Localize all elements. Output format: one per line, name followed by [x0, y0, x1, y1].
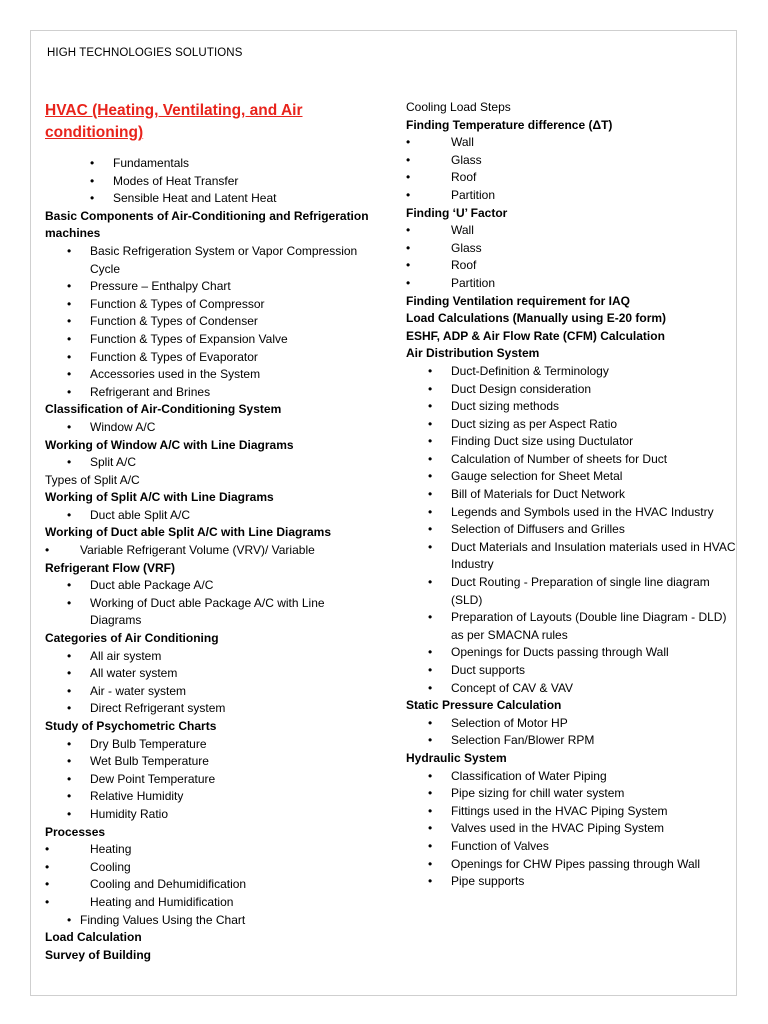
- list-item: • Selection of Motor HP: [406, 715, 736, 733]
- bullet-icon: •: [67, 666, 72, 681]
- list-item: • Classification of Water Piping: [406, 768, 736, 786]
- bullet-icon: •: [428, 733, 433, 748]
- bullet-icon: •: [428, 856, 433, 871]
- list-item: • Finding Duct size using Ductulator: [406, 433, 736, 451]
- list-item: • Pipe supports: [406, 873, 736, 891]
- section-heading: Working of Window A/C with Line Diagrams: [45, 437, 294, 452]
- list-item: • Calculation of Number of sheets for Duct: [406, 451, 736, 469]
- bullet-icon: •: [45, 842, 50, 857]
- list-item: • Duct able Package A/C: [45, 577, 375, 595]
- bullet-icon: •: [428, 821, 433, 836]
- list-item: • Selection of Diffusers and Grilles: [406, 521, 736, 539]
- bullet-icon: •: [67, 683, 72, 698]
- list-item: • Split A/C: [45, 454, 375, 472]
- list-item: • Modes of Heat Transfer: [45, 173, 375, 191]
- bullet-icon: •: [406, 187, 411, 202]
- list-item: • Duct Materials and Insulation materials used in HVAC Industry: [428, 539, 736, 572]
- bullet-icon: •: [45, 543, 50, 558]
- section-heading: ESHF, ADP & Air Flow Rate (CFM) Calculation: [406, 328, 665, 343]
- bullet-icon: •: [428, 451, 433, 466]
- list-item: • Window A/C: [45, 419, 375, 437]
- bullet-icon: •: [428, 487, 433, 502]
- list-item: • Dew Point Temperature: [45, 771, 375, 789]
- bullet-icon: •: [428, 504, 433, 519]
- section-heading: Categories of Air Conditioning: [45, 631, 219, 646]
- list-item: • Bill of Materials for Duct Network: [406, 486, 736, 504]
- list-item: • Duct sizing methods: [406, 398, 736, 416]
- company-header: HIGH TECHNOLOGIES SOLUTIONS: [47, 47, 243, 59]
- list-item: • Function & Types of Expansion Valve: [45, 331, 375, 349]
- bullet-icon: •: [45, 894, 50, 909]
- bullet-icon: •: [45, 859, 50, 874]
- bullet-icon: •: [428, 381, 433, 396]
- bullet-icon: •: [406, 240, 411, 255]
- bullet-icon: •: [428, 768, 433, 783]
- section-heading: Study of Psychometric Charts: [45, 719, 217, 733]
- bullet-icon: •: [428, 680, 433, 695]
- section-heading: Finding Temperature difference (ΔT): [406, 117, 613, 132]
- bullet-icon: •: [428, 803, 433, 818]
- bullet-icon: •: [67, 243, 72, 258]
- bullet-icon: •: [67, 455, 72, 470]
- section-heading: Refrigerant Flow (VRF): [45, 560, 176, 575]
- list-item: • Roof: [406, 257, 736, 275]
- bullet-icon: •: [67, 648, 72, 663]
- bullet-icon: •: [67, 736, 72, 751]
- plain-line: Cooling Load Steps: [406, 100, 511, 114]
- bullet-icon: •: [67, 754, 72, 769]
- list-item: • Finding Values Using the Chart: [45, 912, 375, 930]
- bullet-icon: •: [428, 575, 433, 590]
- list-item: • Fundamentals: [45, 155, 375, 173]
- bullet-icon: •: [428, 539, 433, 554]
- bullet-icon: •: [428, 645, 433, 660]
- section-heading: Working of Split A/C with Line Diagrams: [45, 490, 274, 505]
- section-heading: Basic Components of Air-Conditioning and Refrigeration machines: [45, 208, 369, 241]
- list-item: • Function of Valves: [406, 838, 736, 856]
- list-item: • Duct-Definition & Terminology: [406, 363, 736, 381]
- bullet-icon: •: [67, 789, 72, 804]
- plain-line: Types of Split A/C: [45, 472, 140, 487]
- list-item: • Function & Types of Condenser: [45, 313, 375, 331]
- bullet-icon: •: [67, 912, 72, 927]
- list-item: • Cooling and Dehumidification: [45, 876, 375, 894]
- bullet-icon: •: [428, 663, 433, 677]
- bullet-icon: •: [67, 331, 72, 346]
- section-heading: Load Calculations (Manually using E-20 form): [406, 311, 667, 326]
- section-heading: Static Pressure Calculation: [406, 698, 562, 713]
- bullet-icon: •: [428, 786, 433, 801]
- list-item: • Openings for CHW Pipes passing through Wall: [406, 856, 736, 874]
- bullet-icon: •: [428, 838, 433, 853]
- bullet-icon: •: [67, 384, 72, 399]
- list-item: • Dry Bulb Temperature: [45, 736, 375, 754]
- list-item: • Preparation of Layouts (Double line Diagram - DLD) as per SMACNA rules: [428, 610, 727, 642]
- section-heading: Finding ‘U’ Factor: [406, 205, 508, 220]
- section-heading: Air Distribution System: [406, 346, 540, 361]
- bullet-icon: •: [67, 771, 72, 786]
- section-heading: Classification of Air-Conditioning System: [45, 402, 282, 417]
- list-item: • Roof: [406, 169, 736, 187]
- list-item: • Variable Refrigerant Volume (VRV)/ Variable: [45, 542, 375, 560]
- bullet-icon: •: [67, 595, 72, 610]
- list-item: • All air system: [45, 648, 375, 666]
- bullet-icon: •: [428, 363, 433, 378]
- list-item: • Wet Bulb Temperature: [45, 753, 375, 771]
- list-item: • Partition: [406, 187, 736, 205]
- list-item: • Glass: [406, 152, 736, 170]
- bullet-icon: •: [406, 275, 411, 290]
- list-item: • Function & Types of Evaporator: [45, 349, 375, 367]
- list-item: • Pipe sizing for chill water system: [406, 785, 736, 803]
- section-heading: Survey of Building: [45, 947, 152, 962]
- list-item: • Humidity Ratio: [45, 806, 375, 824]
- bullet-icon: •: [428, 434, 433, 449]
- section-heading: Working of Duct able Split A/C with Line Diagrams: [45, 525, 332, 540]
- bullet-icon: •: [67, 296, 72, 311]
- bullet-icon: •: [67, 279, 72, 294]
- list-item: • Working of Duct able Package A/C with Line Diagrams: [67, 595, 325, 628]
- list-item: • Function & Types of Compressor: [45, 296, 375, 314]
- list-item: • Duct able Split A/C: [45, 507, 375, 525]
- list-item: • Duct Routing - Preparation of single line diagram (SLD): [428, 575, 710, 607]
- list-item: • Refrigerant and Brines: [45, 384, 375, 402]
- bullet-icon: •: [67, 806, 72, 821]
- bullet-icon: •: [45, 877, 50, 892]
- bullet-icon: •: [90, 156, 95, 170]
- list-item: • Wall: [406, 134, 736, 152]
- list-item: • Legends and Symbols used in the HVAC Industry: [406, 504, 736, 522]
- bullet-icon: •: [406, 258, 411, 273]
- list-item: • Relative Humidity: [45, 788, 375, 806]
- bullet-icon: •: [67, 314, 72, 329]
- bullet-icon: •: [90, 173, 95, 188]
- bullet-icon: •: [406, 135, 411, 150]
- list-item: • Heating and Humidification: [45, 894, 375, 912]
- section-heading: Load Calculation: [45, 930, 142, 945]
- bullet-icon: •: [428, 399, 433, 414]
- bullet-icon: •: [67, 578, 72, 593]
- list-item: • Basic Refrigeration System or Vapor Compression Cycle: [67, 243, 358, 276]
- bullet-icon: •: [428, 610, 433, 625]
- list-item: • Openings for Ducts passing through Wall: [406, 644, 736, 662]
- bullet-icon: •: [406, 223, 411, 238]
- list-item: • Duct sizing as per Aspect Ratio: [406, 416, 736, 434]
- list-item: • Cooling: [45, 859, 375, 877]
- section-heading: Hydraulic System: [406, 750, 507, 765]
- bullet-icon: •: [90, 191, 95, 206]
- bullet-icon: •: [406, 152, 411, 167]
- list-item: • Gauge selection for Sheet Metal: [406, 468, 736, 486]
- bullet-icon: •: [67, 367, 72, 382]
- list-item: • Valves used in the HVAC Piping System: [406, 820, 736, 838]
- right-column: [406, 99, 736, 891]
- bullet-icon: •: [428, 522, 433, 537]
- list-item: • Partition: [406, 275, 736, 293]
- bullet-icon: •: [428, 715, 433, 730]
- list-item: • Accessories used in the System: [45, 366, 375, 384]
- bullet-icon: •: [67, 507, 72, 522]
- bullet-icon: •: [67, 701, 72, 716]
- bullet-icon: •: [428, 874, 433, 889]
- list-item: • Concept of CAV & VAV: [406, 680, 736, 698]
- document-title: HVAC (Heating, Ventilating, and Air conditioning): [45, 102, 303, 141]
- list-item: • Direct Refrigerant system: [45, 700, 375, 718]
- list-item: • Pressure – Enthalpy Chart: [45, 278, 375, 296]
- list-item: • Wall: [406, 222, 736, 240]
- list-item: • Sensible Heat and Latent Heat: [45, 190, 375, 208]
- section-heading: Processes: [45, 824, 106, 839]
- left-column: [45, 155, 375, 964]
- list-item: • All water system: [45, 665, 375, 683]
- bullet-icon: •: [67, 419, 72, 434]
- bullet-icon: •: [67, 349, 72, 364]
- list-item: • Heating: [45, 841, 375, 859]
- list-item: • Selection Fan/Blower RPM: [406, 732, 736, 750]
- list-item: • Fittings used in the HVAC Piping System: [406, 803, 736, 821]
- list-item: • Glass: [406, 240, 736, 258]
- bullet-icon: •: [428, 469, 433, 484]
- list-item: • Air - water system: [45, 683, 375, 701]
- section-heading: Finding Ventilation requirement for IAQ: [406, 293, 631, 308]
- bullet-icon: •: [406, 170, 411, 185]
- list-item: • Duct Design consideration: [406, 381, 736, 399]
- list-item: • Duct supports: [406, 662, 736, 680]
- bullet-icon: •: [428, 416, 433, 431]
